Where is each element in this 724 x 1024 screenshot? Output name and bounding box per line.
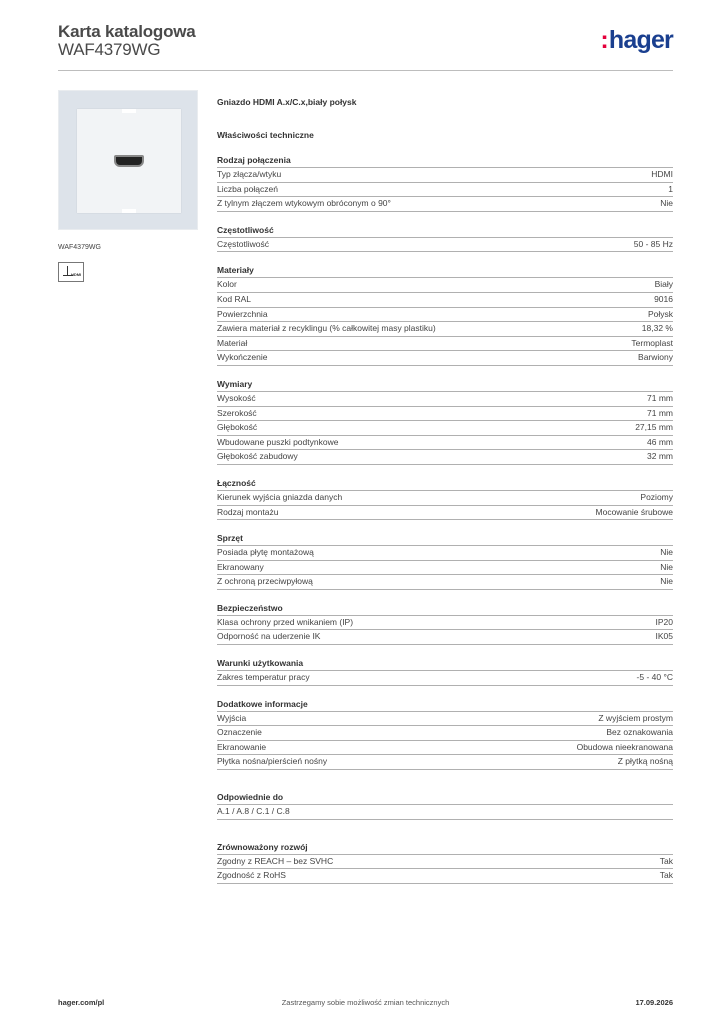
spec-value: Z wyjściem prostym — [598, 712, 673, 723]
socket-plate — [77, 109, 181, 213]
spec-label: Z ochroną przeciwpyłową — [217, 576, 313, 587]
spec-value: IP20 — [655, 616, 673, 627]
section-title: Częstotliwość — [217, 224, 673, 238]
spec-value: 71 mm — [647, 392, 673, 403]
spec-value: Mocowanie śrubowe — [595, 506, 673, 517]
spec-label: Z tylnym złączem wtykowym obróconym o 90° — [217, 198, 391, 209]
spec-label: Zgodny z REACH – bez SVHC — [217, 855, 334, 866]
footer-website[interactable]: hager.com/pl — [58, 998, 105, 1007]
spec-value: 18,32 % — [641, 323, 673, 334]
spec-value: Nie — [660, 547, 673, 558]
spec-row — [217, 351, 673, 366]
spec-value: 1 — [668, 183, 673, 194]
spec-label: Wysokość — [217, 392, 256, 403]
spec-row — [217, 491, 673, 506]
spec-value: 46 mm — [647, 436, 673, 447]
spec-value: 32 mm — [647, 451, 673, 462]
spec-section — [217, 264, 673, 366]
spec-value: Obudowa nieekranowana — [576, 741, 673, 752]
spec-label: Materiał — [217, 337, 248, 348]
spec-label: Rodzaj montażu — [217, 506, 279, 517]
spec-section — [217, 154, 673, 212]
spec-sections — [217, 154, 673, 770]
plate-notch-top — [122, 109, 136, 113]
extra-sections — [217, 791, 673, 884]
spec-row — [217, 168, 673, 183]
spec-row — [217, 322, 673, 337]
spec-label: Kod RAL — [217, 293, 252, 304]
spec-label: Kolor — [217, 279, 237, 290]
spec-label: Typ złącza/wtyku — [217, 169, 282, 179]
spec-row — [217, 278, 673, 293]
spec-label: Zakres temperatur pracy — [217, 672, 310, 683]
spec-value: 27,15 mm — [635, 422, 673, 433]
spec-value: Biały — [654, 279, 673, 290]
spec-label: Odporność na uderzenie IK — [217, 631, 321, 642]
spec-value: Z płytką nośną — [617, 756, 673, 767]
spec-row — [217, 575, 673, 590]
spec-label: Ekranowanie — [217, 741, 267, 752]
spec-row — [217, 436, 673, 451]
spec-row — [217, 337, 673, 352]
plate-notch-bottom — [122, 209, 136, 213]
spec-label: Zawiera materiał z recyklingu (% całkowitej masy plastiku) — [217, 323, 436, 334]
spec-row — [217, 197, 673, 212]
spec-value: 71 mm — [647, 407, 673, 418]
spec-label: Głębokość zabudowy — [217, 451, 298, 462]
footer — [58, 998, 673, 1010]
spec-value: Barwiony — [638, 352, 673, 363]
spec-section — [217, 378, 673, 465]
spec-value: Termoplast — [631, 337, 673, 348]
spec-label: Kierunek wyjścia gniazda danych — [217, 491, 343, 502]
spec-label: Zgodność z RoHS — [217, 870, 286, 881]
spec-row — [217, 855, 673, 870]
spec-label: Wykończenie — [217, 352, 268, 363]
spec-row — [217, 407, 673, 422]
product-name: Gniazdo HDMI A.x/C.x,biały połysk — [217, 97, 357, 107]
spec-row — [217, 755, 673, 770]
section-title: Wymiary — [217, 378, 673, 392]
spec-label: Częstotliwość — [217, 238, 269, 249]
spec-value: 9016 — [654, 293, 673, 304]
spec-label: Klasa ochrony przed wnikaniem (IP) — [217, 616, 354, 627]
section-title: Materiały — [217, 264, 673, 278]
section-title: Łączność — [217, 477, 673, 491]
spec-value: Bez oznakowania — [606, 727, 673, 738]
spec-value: Nie — [660, 576, 673, 587]
spec-value: Tak — [659, 870, 673, 881]
spec-section — [217, 698, 673, 770]
section-title: Sprzęt — [217, 532, 673, 546]
spec-label: Ekranowany — [217, 561, 264, 572]
spec-row — [217, 616, 673, 631]
spec-label: Powierzchnia — [217, 308, 268, 319]
spec-row — [217, 308, 673, 323]
spec-value: -5 - 40 °C — [636, 672, 673, 683]
spec-row — [217, 238, 673, 253]
spec-row — [217, 630, 673, 645]
footer-date: 17.09.2026 — [635, 998, 673, 1007]
spec-label: Liczba połączeń — [217, 183, 278, 194]
spec-section — [217, 224, 673, 253]
spec-value: Nie — [660, 198, 673, 209]
spec-section — [217, 602, 673, 645]
properties-title: Właściwości techniczne — [217, 130, 314, 140]
spec-row — [217, 712, 673, 727]
spec-row — [217, 726, 673, 741]
spec-row — [217, 450, 673, 465]
image-caption: WAF4379WG — [58, 244, 101, 251]
hdmi-symbol-icon: HDMI — [58, 262, 84, 282]
page-title: Karta katalogowa — [58, 22, 196, 41]
spec-value: Połysk — [647, 308, 673, 319]
spec-section — [217, 477, 673, 520]
footer-note: Zastrzegamy sobie możliwość zmian technicznych — [281, 998, 450, 1007]
logo-dots-icon: : — [600, 26, 608, 54]
spec-row — [217, 671, 673, 686]
spec-label: Posiada płytę montażową — [217, 547, 314, 558]
spec-row — [217, 546, 673, 561]
spec-label: Wyjścia — [217, 712, 247, 723]
spec-value: HDMI — [651, 169, 673, 179]
header — [58, 20, 673, 71]
spec-row — [217, 506, 673, 521]
spec-row — [217, 741, 673, 756]
spec-row — [217, 293, 673, 308]
spec-row — [217, 392, 673, 407]
hager-logo — [600, 26, 673, 55]
spec-content — [217, 95, 673, 884]
spec-section — [217, 841, 673, 884]
section-title: Warunki użytkowania — [217, 657, 673, 671]
spec-value: Poziomy — [640, 491, 673, 502]
spec-label: Oznaczenie — [217, 727, 262, 738]
logo-text: hager — [608, 26, 673, 54]
spec-row — [217, 421, 673, 436]
spec-label: Głębokość — [217, 422, 258, 433]
spec-section — [217, 791, 673, 820]
hdmi-port-icon — [114, 155, 144, 167]
section-title: Rodzaj połączenia — [217, 154, 673, 168]
spec-row — [217, 561, 673, 576]
spec-label: Wbudowane puszki podtynkowe — [217, 436, 339, 447]
spec-row — [217, 183, 673, 198]
spec-section — [217, 657, 673, 686]
spec-value: Nie — [660, 561, 673, 572]
spec-value: IK05 — [655, 631, 673, 642]
spec-label: A.1 / A.8 / C.1 / C.8 — [217, 806, 290, 817]
spec-row — [217, 869, 673, 884]
spec-value: 50 - 85 Hz — [633, 238, 673, 249]
product-code: WAF4379WG — [58, 40, 161, 59]
section-title: Zrównoważony rozwój — [217, 841, 673, 855]
section-title: Bezpieczeństwo — [217, 602, 673, 616]
spec-section — [217, 532, 673, 590]
spec-label: Płytka nośna/pierścień nośny — [217, 756, 328, 767]
spec-row — [217, 805, 673, 820]
spec-value: Tak — [659, 855, 673, 866]
spec-label: Szerokość — [217, 407, 257, 418]
section-title: Dodatkowe informacje — [217, 698, 673, 712]
section-title: Odpowiednie do — [217, 791, 673, 805]
product-image — [58, 90, 198, 230]
